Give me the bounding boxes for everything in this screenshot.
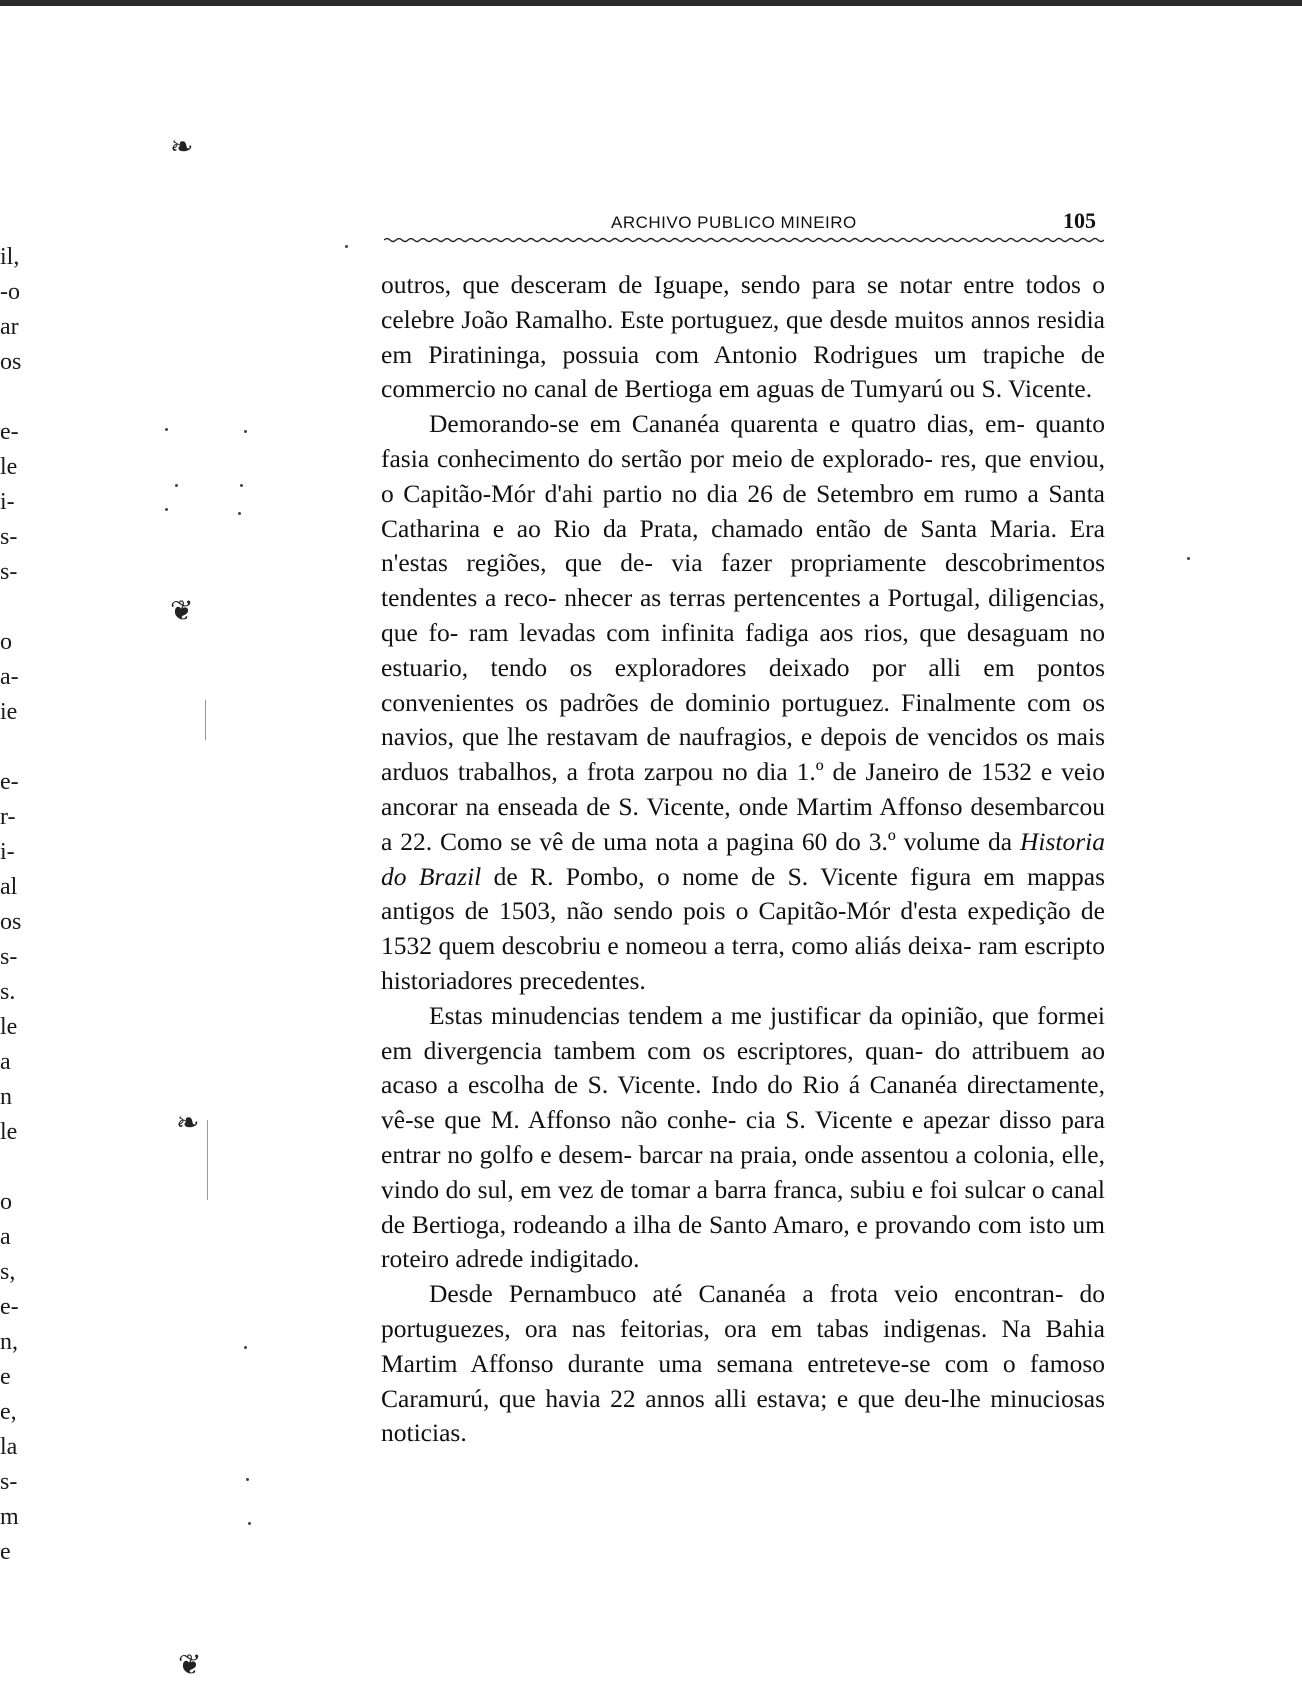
margin-fragment: a (0, 1049, 11, 1075)
paragraph (381, 1277, 1105, 1451)
margin-fragment: m (0, 1504, 19, 1530)
speck (244, 430, 247, 433)
gutter-line (207, 1120, 208, 1200)
speck (165, 428, 168, 431)
margin-fragment: n (0, 1084, 12, 1110)
margin-fragment: n, (0, 1329, 18, 1355)
margin-fragment: s- (0, 944, 18, 970)
margin-fragment: le (0, 454, 18, 480)
margin-fragment: a- (0, 664, 19, 690)
speck (244, 1346, 247, 1349)
margin-fragment: -o (0, 279, 20, 305)
margin-fragment: e- (0, 1294, 19, 1320)
gutter-ornament-icon: ❦ (170, 596, 194, 627)
speck (248, 1522, 251, 1525)
top-page-edge (0, 0, 1302, 6)
margin-fragment: e- (0, 419, 19, 445)
paragraph-text: Estas minudencias tendem a me justificar da opinião, que formei em divergencia tambem com os escriptores, quan- do attribuem ao acaso a escolha de S. Vicente. Indo do Rio á Cananéa directamente, vê-se que M. Affonso não conhe- cia S. Vicente e apezar disso para entrar no golfo e desem- barcar na praia, onde assentou a colonia, elle, vindo do sul, em vez de tomar a barra franca, subiu e foi sulcar o canal de Bertioga, rodeando a ilha de Santo Amaro, e provando com isto um roteiro adrede indigitado. (381, 1000, 1105, 1274)
margin-fragment (0, 730, 22, 765)
running-header (384, 205, 1104, 239)
speck (1187, 557, 1190, 560)
paragraph (381, 268, 1105, 407)
margin-fragment: e, (0, 1399, 17, 1425)
gutter-ornament-icon: ❧ (170, 132, 194, 163)
article-body (381, 268, 1105, 1451)
margin-fragment: ar (0, 314, 19, 340)
speck (246, 1478, 249, 1481)
margin-fragment: e- (0, 769, 19, 795)
gutter-ornament-icon: ❧ (176, 1108, 200, 1139)
margin-fragment: ie (0, 699, 18, 725)
margin-fragment: i- (0, 839, 15, 865)
margin-fragment: le (0, 1014, 18, 1040)
margin-fragment (0, 1150, 22, 1185)
margin-fragment: s- (0, 1469, 18, 1495)
paragraph-text: Desde Pernambuco até Cananéa a frota veio encontran- do portuguezes, ora nas feitorias, ora em tabas indigenas. Na Bahia Martim Affonso durante uma semana entreteve-se com o famoso Caramurú, que havia 22 annos alli estava; e que deu-lhe minuciosas noticias. (381, 1279, 1105, 1448)
margin-fragment: e (0, 1364, 11, 1390)
paragraph (381, 407, 1105, 999)
margin-fragment: s- (0, 559, 18, 585)
margin-fragment: s, (0, 1259, 16, 1285)
header-rule (384, 237, 1104, 243)
margin-fragment: i- (0, 489, 15, 515)
journal-title: ARCHIVO PUBLICO MINEIRO (611, 213, 857, 232)
margin-fragment: al (0, 874, 18, 900)
paragraph-text: de R. Pombo, o nome de S. Vicente figura em mappas antigos de 1503, não sendo pois o Capitão-Mór d'esta expedição de 1532 quem descobriu e nomeou a terra, como aliás deixa- ram escripto historiadores precedentes. (381, 861, 1106, 995)
speck (240, 484, 243, 487)
book-title: Historia do Brazil (381, 826, 1105, 891)
margin-fragment: r- (0, 804, 16, 830)
paragraph-text: Demorando-se em Cananéa quarenta e quatro dias, em- quanto fasia conhecimento do sertão por meio de explorado- res, que enviou, o Capitão-Mór d'ahi partio no dia 26 de Setembro em rumo a Santa Catharina e ao Rio da Prata, chamado então de Santa Maria. Era n'estas regiões, que de- via fazer propriamente descobrimentos tendentes a reco- nhecer as terras pertencentes a Portugal, diligencias, que fo- ram levadas com infinita fadiga aos rios, que desaguam no estuario, tendo os exploradores deixado por alli em pontos convenientes os padrões de dominio portuguez. Finalmente com os navios, que lhe restavam de naufragios, e depois de vencidos os mais arduos trabalhos, a frota zarpou no dia 1.º de Janeiro de 1532 e veio ancorar na enseada de S. Vicente, onde Martim Affonso desembarcou a 22. Como se vê de uma nota a pagina 60 do 3.º volume da (381, 409, 1105, 856)
speck (238, 512, 241, 515)
margin-fragment: o (0, 1189, 12, 1215)
paragraph (381, 999, 1105, 1277)
paragraph-text: outros, que desceram de Iguape, sendo para se notar entre todos o celebre João Ramalho. Este portuguez, que desde muitos annos residia em Piratininga, possuia com Antonio Rodrigues um trapiche de commercio no canal de Bertioga em aguas de Tumyarú ou S. Vicente. (381, 270, 1105, 404)
margin-fragment: a (0, 1224, 11, 1250)
margin-fragment (0, 380, 22, 415)
margin-fragment: il, (0, 244, 20, 270)
page-number: 105 (1063, 208, 1096, 233)
margin-fragment: os (0, 909, 22, 935)
margin-fragment: s- (0, 524, 18, 550)
margin-fragment (0, 590, 22, 625)
margin-fragment: o (0, 629, 12, 655)
speck (345, 245, 348, 248)
gutter-ornament-icon: ❦ (178, 1650, 202, 1681)
margin-fragment: e (0, 1539, 11, 1565)
margin-fragment: la (0, 1434, 18, 1460)
speck (165, 508, 168, 511)
gutter-line (205, 700, 206, 740)
margin-fragment: os (0, 349, 22, 375)
margin-fragment: s. (0, 979, 16, 1005)
facing-page-margin (0, 240, 22, 1570)
speck (175, 484, 178, 487)
margin-fragment: le (0, 1119, 18, 1145)
